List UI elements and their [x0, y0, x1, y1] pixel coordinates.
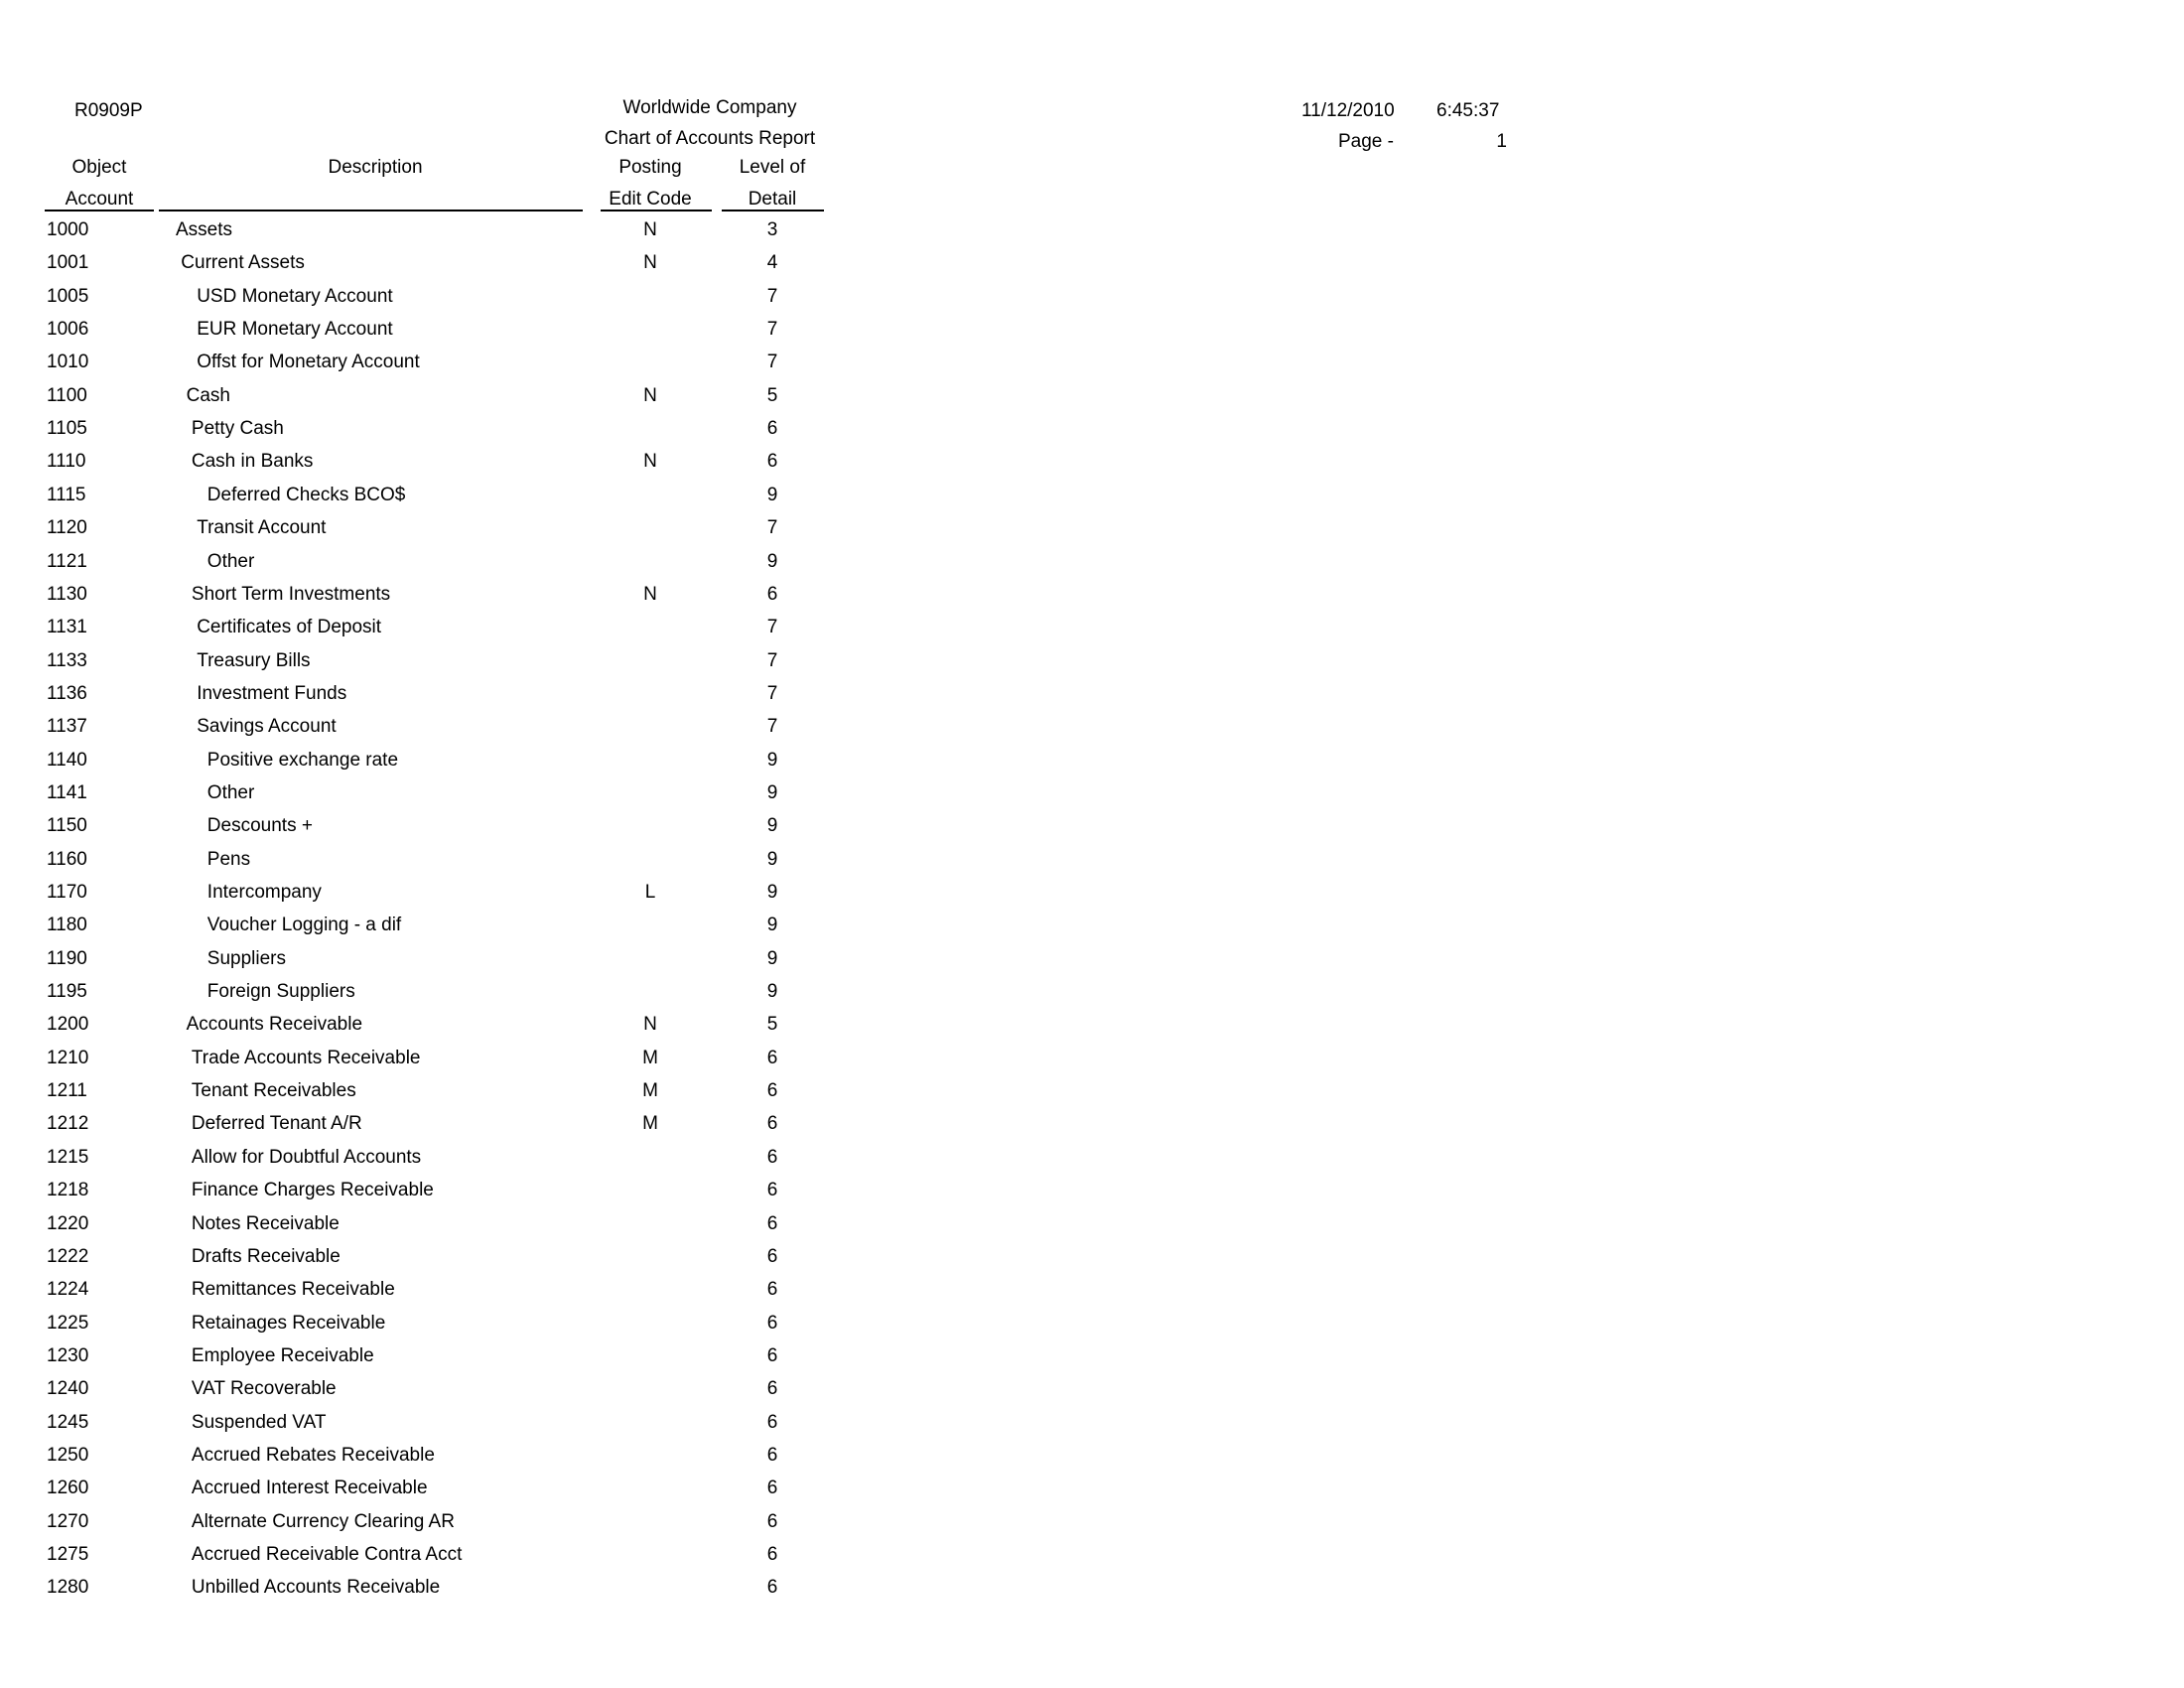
report-time: 6:45:37	[1436, 100, 1500, 121]
table-row	[0, 350, 893, 375]
account-cell: 1130	[47, 583, 87, 605]
report-id: R0909P	[74, 100, 143, 121]
level-cell: 6	[766, 1577, 778, 1599]
level-cell: 6	[766, 1544, 778, 1565]
level-cell: 6	[766, 1279, 778, 1301]
level-cell: 6	[766, 1212, 778, 1234]
table-row	[0, 813, 893, 839]
table-row	[0, 483, 893, 508]
description-cell: Cash in Banks	[191, 451, 314, 473]
level-cell: 6	[766, 1113, 778, 1135]
posting-code-cell: N	[643, 252, 657, 274]
table-row	[0, 1476, 893, 1501]
level-cell: 9	[766, 484, 778, 505]
level-cell: 9	[766, 749, 778, 771]
description-cell: Notes Receivable	[191, 1212, 340, 1234]
level-cell: 6	[766, 1245, 778, 1267]
level-cell: 7	[766, 319, 778, 341]
level-cell: 7	[766, 649, 778, 671]
account-cell: 1200	[47, 1014, 89, 1036]
account-cell: 1005	[47, 285, 89, 307]
table-row	[0, 449, 893, 475]
account-cell: 1120	[47, 517, 87, 539]
column-header-level-line2: Detail	[748, 189, 797, 210]
account-cell: 1211	[47, 1080, 87, 1102]
table-row	[0, 1111, 893, 1137]
table-row	[0, 549, 893, 575]
table-row	[0, 1509, 893, 1535]
level-cell: 4	[766, 252, 778, 274]
account-cell: 1190	[47, 947, 87, 969]
level-cell: 3	[766, 219, 778, 240]
page-label: Page -	[1338, 131, 1394, 152]
description-cell: Offst for Monetary Account	[197, 352, 420, 373]
table-row	[0, 1443, 893, 1469]
account-cell: 1121	[47, 550, 87, 572]
account-cell: 1137	[47, 716, 87, 738]
table-row	[0, 383, 893, 409]
description-cell: Investment Funds	[197, 682, 347, 704]
table-row	[0, 317, 893, 343]
level-cell: 7	[766, 517, 778, 539]
description-cell: Descounts +	[206, 815, 313, 837]
account-cell: 1212	[47, 1113, 89, 1135]
account-column-divider	[45, 210, 154, 211]
column-header-posting-line2: Edit Code	[609, 189, 692, 210]
level-cell: 5	[766, 1014, 778, 1036]
level-cell: 6	[766, 583, 778, 605]
table-row	[0, 1311, 893, 1336]
column-header-posting-line1: Posting	[618, 157, 682, 178]
account-cell: 1222	[47, 1245, 89, 1267]
account-cell: 1220	[47, 1212, 89, 1234]
description-cell: EUR Monetary Account	[197, 319, 393, 341]
posting-code-cell: N	[643, 384, 657, 406]
table-row	[0, 913, 893, 938]
account-cell: 1105	[47, 418, 87, 440]
account-cell: 1150	[47, 815, 87, 837]
level-cell: 7	[766, 617, 778, 638]
column-header-object-line2: Account	[65, 189, 134, 210]
account-cell: 1136	[47, 682, 87, 704]
level-cell: 9	[766, 981, 778, 1003]
description-cell: Remittances Receivable	[191, 1279, 395, 1301]
level-column-divider	[722, 210, 824, 211]
table-row	[0, 1376, 893, 1402]
account-cell: 1240	[47, 1378, 89, 1400]
description-cell: Transit Account	[197, 517, 327, 539]
account-cell: 1100	[47, 384, 87, 406]
description-cell: Other	[206, 550, 255, 572]
description-cell: Unbilled Accounts Receivable	[191, 1577, 441, 1599]
table-row	[0, 1046, 893, 1071]
posting-code-cell: M	[642, 1113, 658, 1135]
level-cell: 6	[766, 1411, 778, 1433]
description-cell: Accrued Receivable Contra Acct	[191, 1544, 463, 1565]
description-cell: USD Monetary Account	[197, 285, 393, 307]
description-cell: Allow for Doubtful Accounts	[191, 1146, 422, 1168]
posting-code-cell: L	[644, 882, 656, 903]
description-cell: Trade Accounts Receivable	[191, 1047, 421, 1068]
table-row	[0, 648, 893, 674]
column-header-description: Description	[328, 157, 423, 178]
posting-code-cell: N	[643, 583, 657, 605]
table-row	[0, 615, 893, 640]
level-cell: 7	[766, 352, 778, 373]
description-column-divider	[159, 210, 583, 211]
account-cell: 1250	[47, 1444, 89, 1466]
level-cell: 6	[766, 1444, 778, 1466]
description-cell: Intercompany	[206, 882, 322, 903]
level-cell: 7	[766, 716, 778, 738]
level-cell: 9	[766, 848, 778, 870]
account-cell: 1131	[47, 617, 87, 638]
level-cell: 6	[766, 1146, 778, 1168]
table-row	[0, 714, 893, 740]
posting-code-cell: N	[643, 219, 657, 240]
level-cell: 6	[766, 1378, 778, 1400]
description-cell: Petty Cash	[191, 418, 284, 440]
account-cell: 1270	[47, 1510, 89, 1532]
page-number: 1	[1496, 131, 1507, 152]
description-cell: Alternate Currency Clearing AR	[191, 1510, 455, 1532]
table-row	[0, 946, 893, 972]
level-cell: 9	[766, 947, 778, 969]
account-cell: 1170	[47, 882, 87, 903]
level-cell: 7	[766, 682, 778, 704]
description-cell: Suspended VAT	[191, 1411, 327, 1433]
description-cell: Cash	[186, 384, 230, 406]
table-row	[0, 1244, 893, 1270]
account-cell: 1180	[47, 914, 87, 936]
posting-code-cell: N	[643, 451, 657, 473]
account-cell: 1010	[47, 352, 89, 373]
description-cell: VAT Recoverable	[191, 1378, 337, 1400]
table-row	[0, 1178, 893, 1203]
description-cell: Voucher Logging - a dif	[206, 914, 402, 936]
table-row	[0, 515, 893, 541]
description-cell: Current Assets	[181, 252, 305, 274]
table-row	[0, 1542, 893, 1568]
level-cell: 6	[766, 1047, 778, 1068]
level-cell: 9	[766, 550, 778, 572]
level-cell: 6	[766, 418, 778, 440]
table-row	[0, 847, 893, 873]
posting-column-divider	[601, 210, 712, 211]
report-title: Chart of Accounts Report	[604, 128, 816, 149]
description-cell: Drafts Receivable	[191, 1245, 341, 1267]
level-cell: 9	[766, 815, 778, 837]
level-cell: 9	[766, 882, 778, 903]
account-cell: 1133	[47, 649, 87, 671]
posting-code-cell: N	[643, 1014, 657, 1036]
table-row	[0, 1343, 893, 1369]
level-cell: 6	[766, 1510, 778, 1532]
description-cell: Treasury Bills	[197, 649, 311, 671]
description-cell: Assets	[176, 219, 233, 240]
description-cell: Employee Receivable	[191, 1344, 374, 1366]
posting-code-cell: M	[642, 1047, 658, 1068]
table-row	[0, 880, 893, 906]
table-row	[0, 681, 893, 707]
description-cell: Finance Charges Receivable	[191, 1180, 434, 1201]
description-cell: Certificates of Deposit	[197, 617, 382, 638]
account-cell: 1001	[47, 252, 89, 274]
level-cell: 6	[766, 1477, 778, 1499]
description-cell: Short Term Investments	[191, 583, 391, 605]
table-row	[0, 1277, 893, 1303]
account-cell: 1160	[47, 848, 87, 870]
account-cell: 1225	[47, 1312, 89, 1334]
level-cell: 6	[766, 1180, 778, 1201]
level-cell: 9	[766, 914, 778, 936]
account-cell: 1245	[47, 1411, 89, 1433]
description-cell: Other	[206, 781, 255, 803]
table-row	[0, 217, 893, 243]
description-cell: Retainages Receivable	[191, 1312, 386, 1334]
table-row	[0, 284, 893, 310]
table-row	[0, 1078, 893, 1104]
description-cell: Deferred Checks BCO$	[206, 484, 406, 505]
description-cell: Savings Account	[197, 716, 337, 738]
level-cell: 9	[766, 781, 778, 803]
description-cell: Deferred Tenant A/R	[191, 1113, 362, 1135]
table-row	[0, 1211, 893, 1237]
description-cell: Accounts Receivable	[186, 1014, 363, 1036]
account-cell: 1210	[47, 1047, 89, 1068]
level-cell: 6	[766, 1080, 778, 1102]
description-cell: Pens	[206, 848, 251, 870]
table-row	[0, 582, 893, 608]
description-cell: Tenant Receivables	[191, 1080, 356, 1102]
table-row	[0, 250, 893, 276]
table-row	[0, 1410, 893, 1436]
table-row	[0, 416, 893, 442]
account-cell: 1141	[47, 781, 87, 803]
description-cell: Positive exchange rate	[206, 749, 399, 771]
account-cell: 1000	[47, 219, 89, 240]
level-cell: 6	[766, 451, 778, 473]
table-row	[0, 1145, 893, 1171]
company-name: Worldwide Company	[622, 97, 797, 118]
column-header-level-line1: Level of	[739, 157, 806, 178]
level-cell: 6	[766, 1312, 778, 1334]
table-row	[0, 979, 893, 1005]
account-cell: 1230	[47, 1344, 89, 1366]
account-cell: 1115	[47, 484, 86, 505]
level-cell: 5	[766, 384, 778, 406]
posting-code-cell: M	[642, 1080, 658, 1102]
level-cell: 6	[766, 1344, 778, 1366]
account-cell: 1260	[47, 1477, 89, 1499]
table-row	[0, 748, 893, 774]
account-cell: 1218	[47, 1180, 89, 1201]
account-cell: 1275	[47, 1544, 89, 1565]
account-cell: 1006	[47, 319, 89, 341]
account-cell: 1110	[47, 451, 86, 473]
description-cell: Foreign Suppliers	[206, 981, 355, 1003]
table-row	[0, 1575, 893, 1601]
account-cell: 1140	[47, 749, 87, 771]
level-cell: 7	[766, 285, 778, 307]
table-row	[0, 780, 893, 806]
description-cell: Accrued Rebates Receivable	[191, 1444, 435, 1466]
report-date: 11/12/2010	[1301, 100, 1395, 121]
account-cell: 1224	[47, 1279, 89, 1301]
table-row	[0, 1012, 893, 1038]
account-cell: 1280	[47, 1577, 89, 1599]
column-header-object-line1: Object	[71, 157, 127, 178]
description-cell: Suppliers	[206, 947, 287, 969]
account-cell: 1215	[47, 1146, 89, 1168]
account-cell: 1195	[47, 981, 87, 1003]
description-cell: Accrued Interest Receivable	[191, 1477, 428, 1499]
